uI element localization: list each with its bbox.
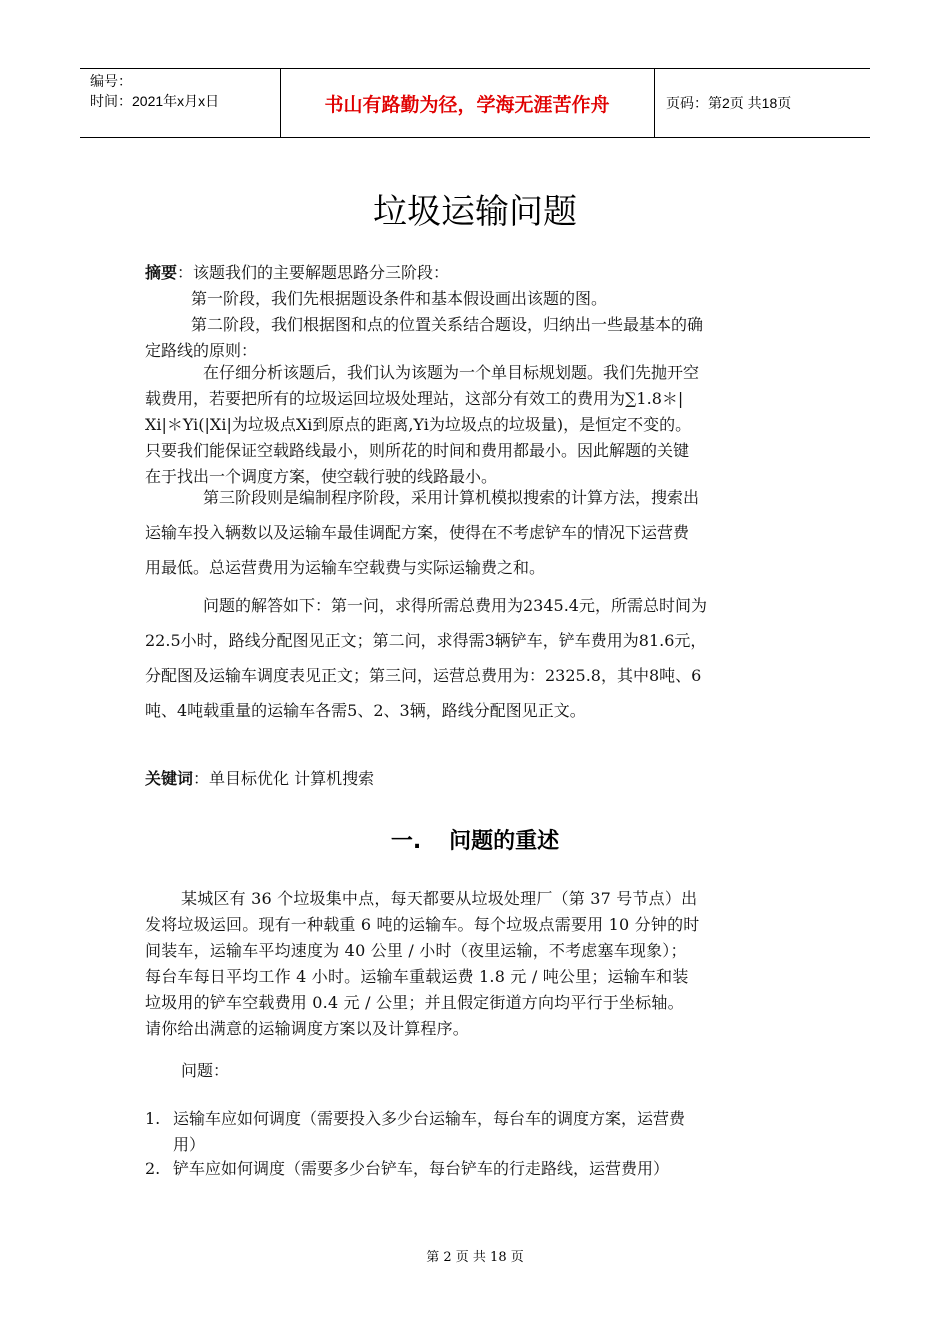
restatement-paragraph [145,886,825,1042]
list-item-text: 运输车应如何调度（需要投入多少台运输车，每台车的调度方案，运营费 [173,1109,686,1128]
abstract-stage2-line: 第二阶段，我们根据图和点的位置关系结合题设，归纳出一些最基本的确 [191,315,704,334]
abstract-analysis-line: 载费用，若要把所有的垃圾运回垃圾处理站，这部分有效工的费用为∑1.8＊| [145,389,684,408]
abstract-analysis-line: 在仔细分析该题后，我们认为该题为一个单目标规划题。我们先抛开空 [203,363,700,382]
header-table [80,68,870,138]
abstract-intro-text: ：该题我们的主要解题思路分三阶段： [177,263,450,282]
keywords-text: ：单目标优化 计算机搜索 [193,769,375,788]
abstract-analysis-line: 在于找出一个调度方案，使空载行驶的线路最小。 [145,467,498,486]
abstract-answer-line: 22.5小时，路线分配图见正文；第二问，求得需3辆铲车，铲车费用为81.6元， [145,631,707,650]
abstract-answer-line: 问题的解答如下：第一问，求得所需总费用为2345.4元，所需总时间为 [203,596,707,615]
list-item-number: 1. [145,1109,161,1128]
questions-label [145,1058,825,1084]
restatement-line: 请你给出满意的运输调度方案以及计算程序。 [145,1019,470,1038]
abstract-stage3-line: 运输车投入辆数以及运输车最佳调配方案，使得在不考虑铲车的情况下运营费 [145,523,690,542]
page-title: 垃圾运输问题 [373,192,577,232]
abstract-stage1 [145,286,825,312]
restatement-line: 某城区有 36 个垃圾集中点，每天都要从垃圾处理厂（第 37 号节点）出 [181,889,698,908]
abstract-answer-line: 分配图及运输车调度表见正文；第三问，运营总费用为：2325.8，其中8吨、6 [145,666,702,685]
section-heading [0,824,950,855]
document-number-label: 编号： [90,73,132,89]
section-number: 一. [390,829,422,854]
abstract-stage2-line: 定路线的原则： [145,341,258,360]
page-footer: 第 2 页 共 18 页 [426,1250,524,1265]
document-date: 时间：2021年x月x日 [90,93,220,109]
keywords-label: 关键词 [145,769,194,788]
list-item-text: 用） [173,1135,206,1154]
keywords [145,766,825,792]
questions-label-text: 问题： [181,1061,230,1080]
abstract-analysis-line: Xi|＊Yi(|Xi|为垃圾点Xi到原点的距离,Yi为垃圾点的垃圾量)，是恒定不变的。 [145,415,692,434]
abstract-analysis [145,360,825,490]
list-item [145,1106,805,1158]
list-item-number: 2. [145,1159,161,1178]
header-meta [90,71,280,111]
header-page-code: 页码：第2页 共18页 [666,95,792,111]
section-title: 问题的重述 [449,829,560,854]
abstract-stage3 [145,480,825,585]
restatement-line: 间装车，运输车平均速度为 40 公里 / 小时（夜里运输，不考虑塞车现象）； [145,941,687,960]
list-item-text: 铲车应如何调度（需要多少台铲车，每台铲车的行走路线，运营费用） [173,1159,670,1178]
restatement-line: 发将垃圾运回。现有一种载重 6 吨的运输车。每个垃圾点需要用 10 分钟的时 [145,915,700,934]
abstract-stage3-line: 用最低。总运营费用为运输车空载费与实际运输费之和。 [145,558,546,577]
header-divider [654,69,655,137]
abstract-intro [145,260,825,286]
abstract-stage2 [145,312,825,364]
list-item [145,1156,805,1182]
abstract-stage1-text: 第一阶段，我们先根据题设条件和基本假设画出该题的图。 [191,289,608,308]
abstract-answer-line: 吨、4吨载重量的运输车各需5、2、3辆，路线分配图见正文。 [145,701,586,720]
header-motto: 书山有路勤为径，学海无涯苦作舟 [324,93,610,116]
restatement-line: 每台车每日平均工作 4 小时。运输车重载运费 1.8 元 / 吨公里；运输车和装 [145,967,689,986]
abstract-analysis-line: 只要我们能保证空载路线最小，则所花的时间和费用都最小。因此解题的关键 [145,441,690,460]
abstract-label: 摘要 [145,263,178,282]
restatement-line: 垃圾用的铲车空载费用 0.4 元 / 公里；并且假定街道方向均平行于坐标轴。 [145,993,684,1012]
abstract-answers [145,588,825,728]
abstract-stage3-line: 第三阶段则是编制程序阶段，采用计算机模拟搜索的计算方法，搜索出 [203,488,700,507]
